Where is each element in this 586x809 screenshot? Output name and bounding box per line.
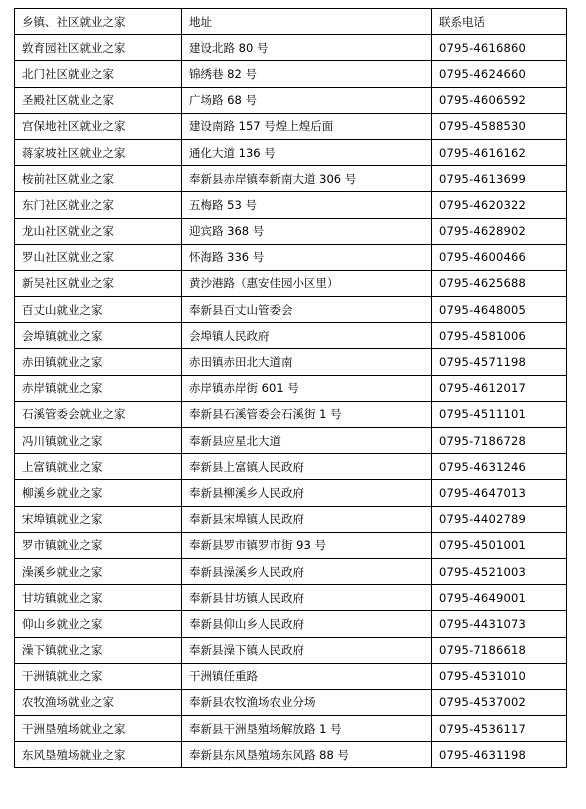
cell-phone: 0795-4647013 [432,480,567,506]
table-row [15,244,567,270]
cell-name: 东门社区就业之家 [15,192,182,218]
cell-address: 奉新县干洲垦殖场解放路 1 号 [182,716,432,742]
cell-address: 广场路 68 号 [182,87,432,113]
table-row [15,323,567,349]
table-header [15,9,567,35]
table-row [15,480,567,506]
cell-address: 黄沙港路（惠安佳园小区里） [182,270,432,296]
table-row [15,401,567,427]
cell-phone: 0795-4537002 [432,689,567,715]
table-row [15,297,567,323]
cell-name: 赤田镇就业之家 [15,349,182,375]
cell-phone: 0795-4631198 [432,742,567,768]
cell-address: 奉新县罗市镇罗市街 93 号 [182,532,432,558]
cell-phone: 0795-4581006 [432,323,567,349]
cell-name: 石溪管委会就业之家 [15,401,182,427]
cell-name: 圣殿社区就业之家 [15,87,182,113]
employment-centers-sheet [14,8,567,768]
cell-name: 柳溪乡就业之家 [15,480,182,506]
cell-phone: 0795-4511101 [432,401,567,427]
employment-centers-table [14,8,567,768]
cell-name: 干洲镇就业之家 [15,663,182,689]
cell-address: 奉新县仰山乡人民政府 [182,611,432,637]
cell-phone: 0795-4571198 [432,349,567,375]
cell-name: 会埠镇就业之家 [15,323,182,349]
cell-phone: 0795-4606592 [432,87,567,113]
table-row [15,532,567,558]
cell-address: 赤岸镇赤岸街 601 号 [182,375,432,401]
cell-address: 五梅路 53 号 [182,192,432,218]
table-body [15,35,567,768]
table-row [15,35,567,61]
table-row [15,270,567,296]
cell-phone: 0795-4536117 [432,716,567,742]
cell-address: 奉新县赤岸镇奉新南大道 306 号 [182,166,432,192]
cell-name: 百丈山就业之家 [15,297,182,323]
table-row [15,558,567,584]
cell-address: 奉新县甘坊镇人民政府 [182,585,432,611]
header-phone: 联系电话 [432,9,567,35]
cell-address: 奉新县澡下镇人民政府 [182,637,432,663]
cell-address: 锦绣巷 82 号 [182,61,432,87]
cell-address: 奉新县宋埠镇人民政府 [182,506,432,532]
cell-phone: 0795-4616162 [432,139,567,165]
table-row [15,375,567,401]
table-row [15,166,567,192]
cell-phone: 0795-4628902 [432,218,567,244]
cell-name: 仰山乡就业之家 [15,611,182,637]
table-row [15,585,567,611]
table-row [15,454,567,480]
cell-phone: 0795-4501001 [432,532,567,558]
table-row [15,611,567,637]
cell-address: 迎宾路 368 号 [182,218,432,244]
cell-phone: 0795-4648005 [432,297,567,323]
table-row [15,87,567,113]
cell-phone: 0795-4521003 [432,558,567,584]
header-name: 乡镇、社区就业之家 [15,9,182,35]
table-row [15,218,567,244]
cell-name: 蒋家坡社区就业之家 [15,139,182,165]
cell-name: 农牧渔场就业之家 [15,689,182,715]
table-row [15,192,567,218]
cell-address: 干洲镇任重路 [182,663,432,689]
cell-name: 宫保地社区就业之家 [15,113,182,139]
cell-name: 桉前社区就业之家 [15,166,182,192]
cell-address: 奉新县上富镇人民政府 [182,454,432,480]
cell-address: 奉新县农牧渔场农业分场 [182,689,432,715]
header-address: 地址 [182,9,432,35]
cell-name: 龙山社区就业之家 [15,218,182,244]
cell-phone: 0795-4402789 [432,506,567,532]
cell-name: 上富镇就业之家 [15,454,182,480]
cell-address: 怀海路 336 号 [182,244,432,270]
cell-name: 澡溪乡就业之家 [15,558,182,584]
cell-name: 赤岸镇就业之家 [15,375,182,401]
cell-phone: 0795-4620322 [432,192,567,218]
table-row [15,506,567,532]
cell-name: 新吴社区就业之家 [15,270,182,296]
cell-address: 通化大道 136 号 [182,139,432,165]
cell-address: 奉新县应星北大道 [182,428,432,454]
cell-phone: 0795-7186728 [432,428,567,454]
cell-name: 北门社区就业之家 [15,61,182,87]
cell-phone: 0795-4616860 [432,35,567,61]
cell-phone: 0795-4613699 [432,166,567,192]
cell-address: 奉新县百丈山管委会 [182,297,432,323]
cell-name: 甘坊镇就业之家 [15,585,182,611]
cell-phone: 0795-4631246 [432,454,567,480]
cell-phone: 0795-4531010 [432,663,567,689]
table-row [15,716,567,742]
cell-name: 宋埠镇就业之家 [15,506,182,532]
table-row [15,113,567,139]
header-row [15,9,567,35]
cell-phone: 0795-4588530 [432,113,567,139]
table-row [15,742,567,768]
cell-address: 奉新县东风垦殖场东风路 88 号 [182,742,432,768]
table-row [15,428,567,454]
table-row [15,663,567,689]
cell-name: 澡下镇就业之家 [15,637,182,663]
cell-name: 罗市镇就业之家 [15,532,182,558]
cell-address: 奉新县柳溪乡人民政府 [182,480,432,506]
cell-phone: 0795-4431073 [432,611,567,637]
cell-address: 赤田镇赤田北大道南 [182,349,432,375]
table-row [15,349,567,375]
cell-address: 建设南路 157 号煌上煌后面 [182,113,432,139]
cell-phone: 0795-4649001 [432,585,567,611]
cell-address: 建设北路 80 号 [182,35,432,61]
cell-phone: 0795-4625688 [432,270,567,296]
cell-name: 敦育园社区就业之家 [15,35,182,61]
table-row [15,637,567,663]
cell-name: 干洲垦殖场就业之家 [15,716,182,742]
cell-name: 罗山社区就业之家 [15,244,182,270]
table-row [15,689,567,715]
cell-address: 奉新县石溪管委会石溪街 1 号 [182,401,432,427]
cell-name: 冯川镇就业之家 [15,428,182,454]
table-row [15,61,567,87]
cell-name: 东风垦殖场就业之家 [15,742,182,768]
cell-phone: 0795-4624660 [432,61,567,87]
cell-address: 会埠镇人民政府 [182,323,432,349]
cell-phone: 0795-4612017 [432,375,567,401]
table-row [15,139,567,165]
cell-address: 奉新县澡溪乡人民政府 [182,558,432,584]
cell-phone: 0795-4600466 [432,244,567,270]
cell-phone: 0795-7186618 [432,637,567,663]
